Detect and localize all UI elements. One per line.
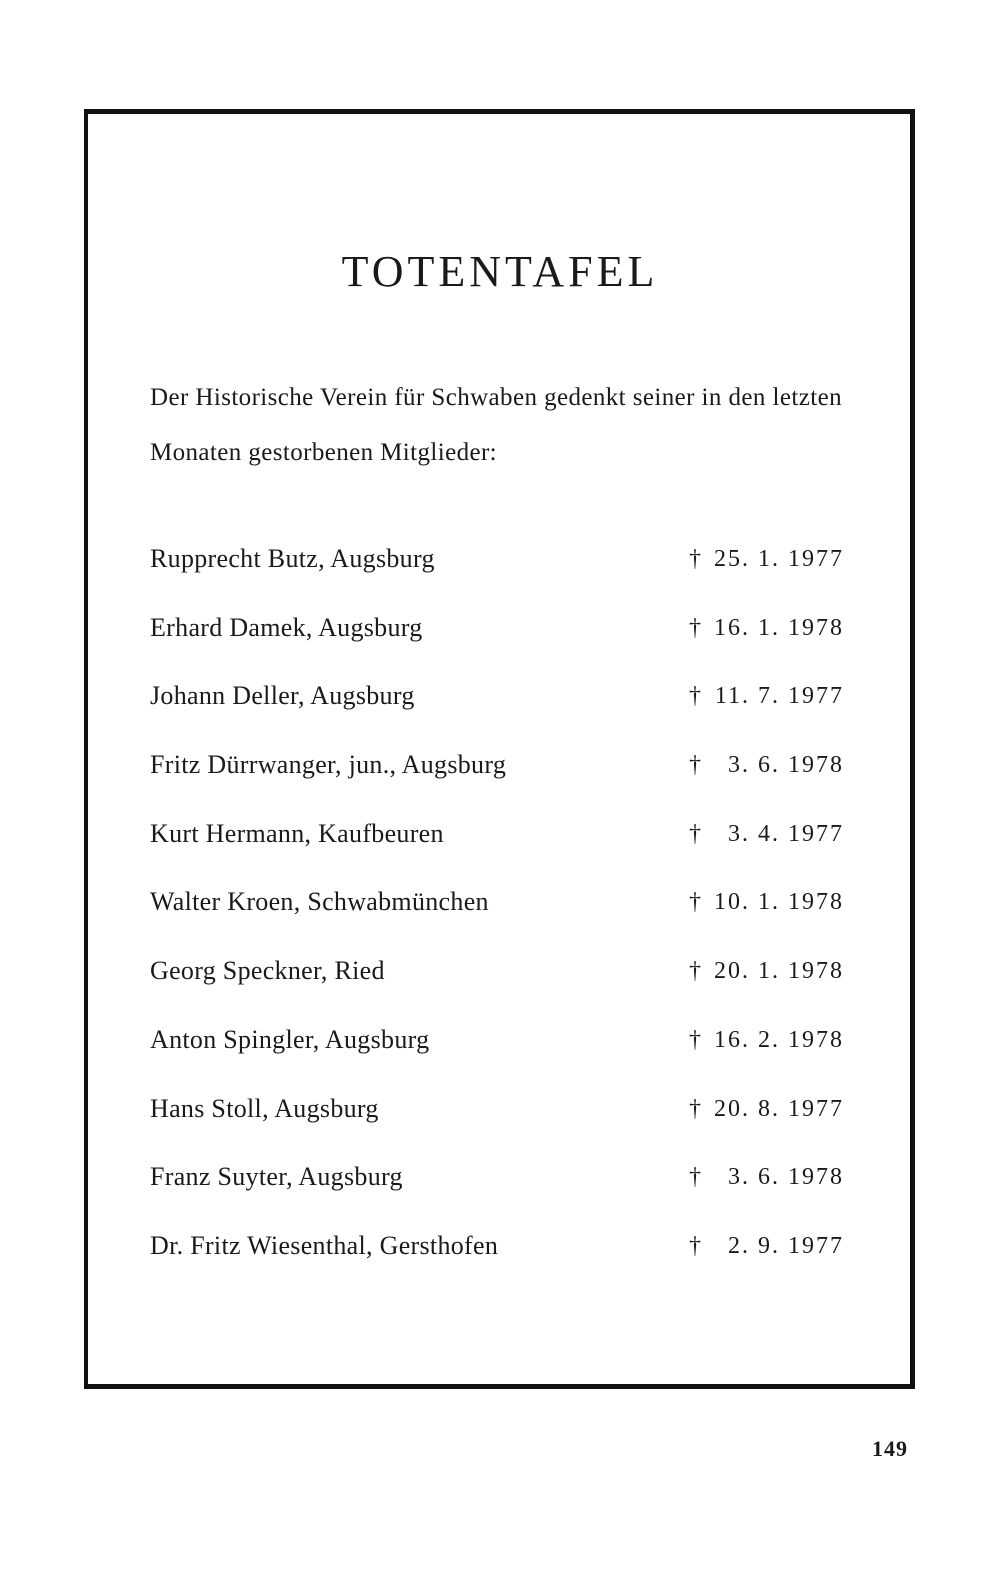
death-date: 25. 1. 1977	[714, 546, 844, 572]
list-item	[150, 952, 844, 1021]
member-name: Anton Spingler, Augsburg	[150, 1024, 430, 1054]
member-name: Fritz Dürrwanger, jun., Augsburg	[150, 750, 507, 780]
death-date: 3. 6. 1978	[728, 752, 844, 779]
list-item	[150, 677, 844, 746]
death-date: 2. 9. 1977	[728, 1232, 844, 1259]
cross-icon: †	[689, 958, 702, 985]
cross-icon: †	[689, 614, 702, 641]
member-name: Rupprecht Butz, Augsburg	[150, 544, 435, 573]
cross-icon: †	[689, 683, 702, 710]
cross-icon: †	[689, 546, 702, 572]
member-name: Hans Stoll, Augsburg	[150, 1093, 379, 1123]
list-item	[150, 1021, 844, 1090]
cross-icon: †	[689, 1164, 702, 1191]
member-name: Georg Speckner, Ried	[150, 956, 385, 986]
cross-icon: †	[689, 752, 702, 779]
intro-paragraph: Der Historische Verein für Schwaben gedenkt seiner in den letzten Monaten gestorbenen Mitglieder:	[150, 384, 842, 466]
member-name: Kurt Hermann, Kaufbeuren	[150, 818, 444, 848]
death-date: 3. 6. 1978	[728, 1164, 844, 1191]
list-item	[150, 815, 844, 884]
cross-icon: †	[689, 1232, 702, 1259]
cross-icon: †	[689, 1095, 702, 1122]
death-date: 10. 1. 1978	[714, 889, 844, 916]
member-name: Erhard Damek, Augsburg	[150, 612, 423, 642]
cross-icon: †	[689, 889, 702, 916]
list-item	[150, 540, 844, 609]
death-date: 11. 7. 1977	[714, 683, 844, 710]
list-item	[150, 883, 844, 952]
member-name: Franz Suyter, Augsburg	[150, 1162, 403, 1192]
death-date: 20. 8. 1977	[714, 1095, 844, 1122]
list-item	[150, 609, 844, 678]
member-name: Walter Kroen, Schwabmünchen	[150, 887, 489, 917]
list-item	[150, 1158, 844, 1227]
cross-icon: †	[689, 820, 702, 847]
page-number: 149	[872, 1436, 908, 1461]
cross-icon: †	[689, 1026, 702, 1053]
death-date: 16. 2. 1978	[714, 1026, 844, 1053]
member-list	[150, 540, 844, 1296]
member-name: Dr. Fritz Wiesenthal, Gersthofen	[150, 1230, 499, 1260]
death-date: 20. 1. 1978	[714, 958, 844, 985]
list-item	[150, 746, 844, 815]
list-item	[150, 1090, 844, 1159]
page-title: TOTENTAFEL	[341, 247, 659, 296]
list-item	[150, 1227, 844, 1296]
death-date: 16. 1. 1978	[714, 614, 844, 641]
death-date: 3. 4. 1977	[728, 820, 844, 847]
member-name: Johann Deller, Augsburg	[150, 681, 415, 711]
